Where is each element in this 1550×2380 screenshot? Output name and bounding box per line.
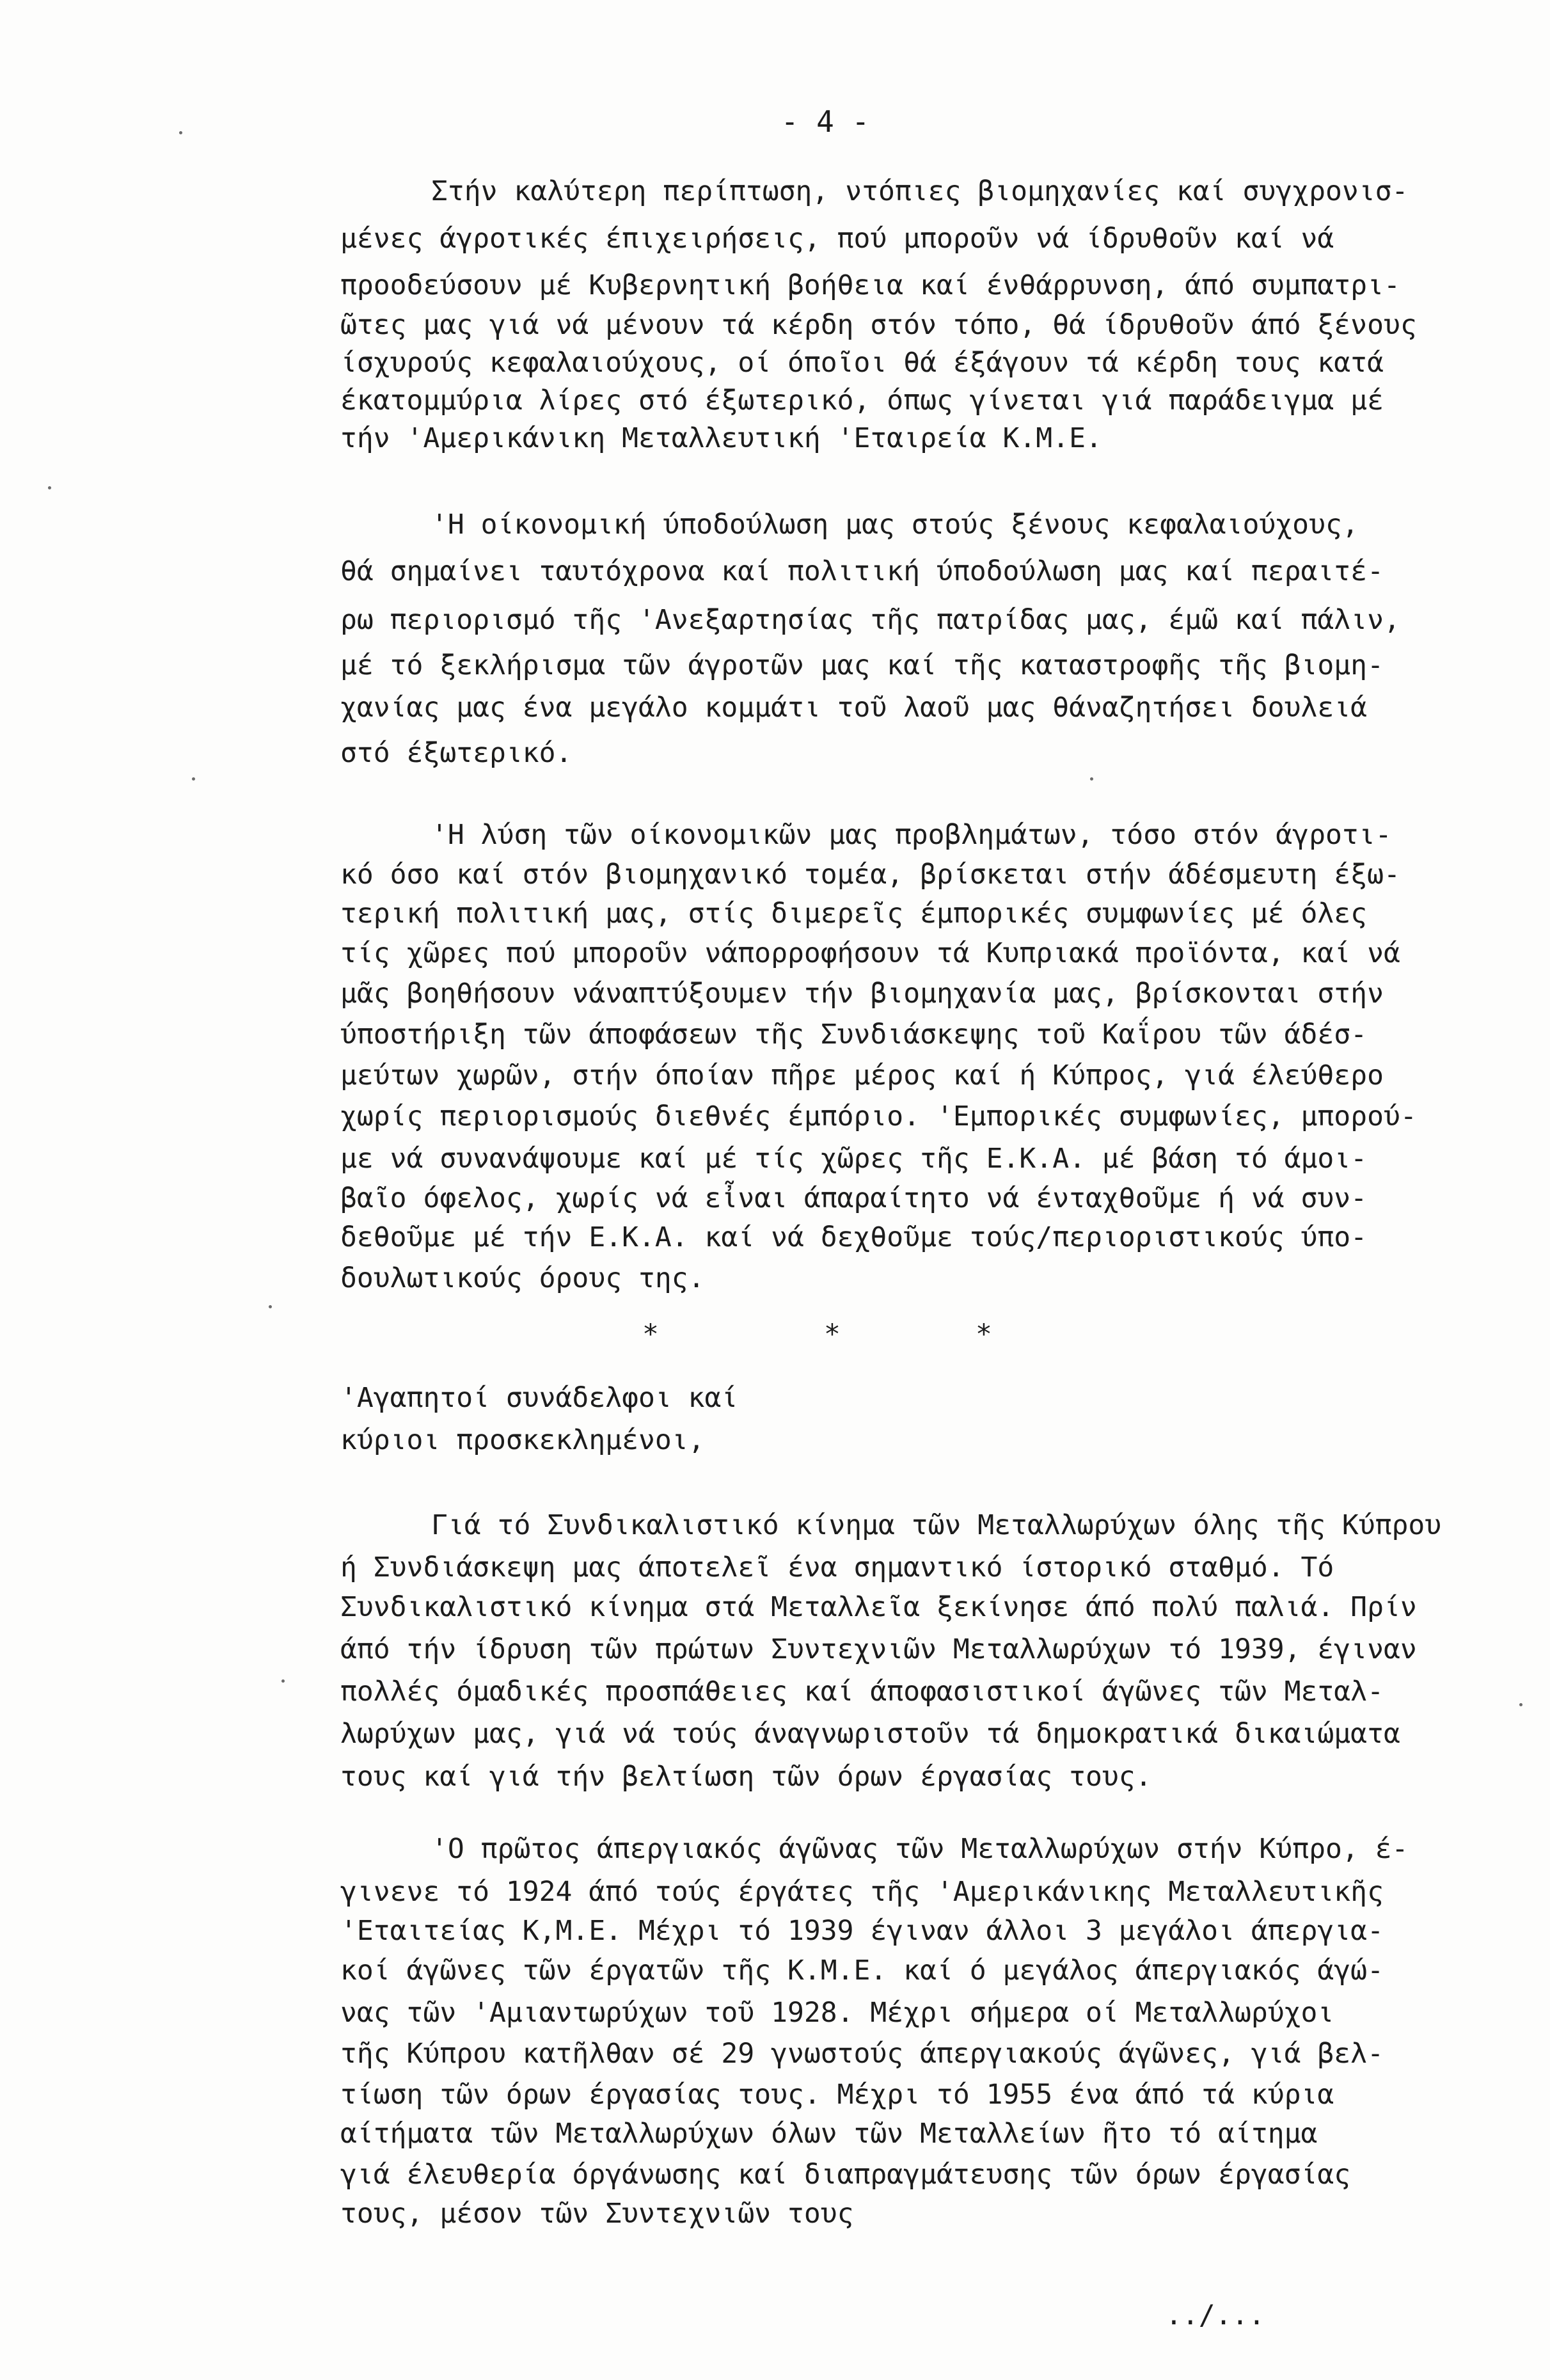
separator-star: * — [824, 1319, 841, 1351]
paragraph-line: άπό τήν ίδρυση τῶν πρώτων Συντεχνιῶν Μεταλλωρύχων τό 1939, έγιναν — [340, 1633, 1417, 1665]
paragraph-line: προοδεύσουν μέ Κυβερνητική βοήθεια καί ένθάρρυνση, άπό συμπατρι- — [340, 269, 1400, 301]
paragraph-line: μέ τό ξεκλήρισμα τῶν άγροτῶν μας καί τῆς καταστροφῆς τῆς βιομη- — [340, 649, 1384, 681]
paragraph-first-line: 'Η οίκονομική ύποδούλωση μας στούς ξένους κεφαλαιούχους, — [431, 509, 1359, 541]
paragraph-line: τίωση τῶν όρων έργασίας τους. Μέχρι τό 1955 ένα άπό τά κύρια — [340, 2079, 1334, 2111]
paragraph-line: 'Εταιτείας Κ,Μ.Ε. Μέχρι τό 1939 έγιναν άλλοι 3 μεγάλοι άπεργια- — [340, 1915, 1384, 1947]
separator-star: * — [642, 1319, 659, 1351]
paragraph-line: ῶτες μας γιά νά μένουν τά κέρδη στόν τόπο, θά ίδρυθοῦν άπό ξένους — [340, 309, 1417, 341]
paragraph-line: δουλωτικούς όρους της. — [340, 1262, 705, 1294]
paragraph-line: ίσχυρούς κεφαλαιούχους, οί όποῖοι θά έξάγουν τά κέρδη τους κατά — [340, 347, 1384, 379]
paragraph-line: κό όσο καί στόν βιομηχανικό τομέα, βρίσκεται στήν άδέσμευτη έξω- — [340, 859, 1400, 891]
paragraph-line: ύποστήριξη τῶν άποφάσεων τῆς Συνδιάσκεψης τοῦ Καΐρου τῶν άδέσ- — [340, 1019, 1368, 1051]
page-number: - 4 - — [780, 104, 870, 139]
paragraph-line: τους, μέσον τῶν Συντεχνιῶν τους — [340, 2198, 854, 2230]
paragraph-first-line: Στήν καλύτερη περίπτωση, ντόπιες βιομηχανίες καί συγχρονισ- — [431, 175, 1409, 207]
paragraph-line: στό έξωτερικό. — [340, 737, 573, 769]
paragraph-line: μένες άγροτικές έπιχειρήσεις, πού μποροῦν νά ίδρυθοῦν καί νά — [340, 223, 1334, 255]
scan-speck — [48, 486, 51, 489]
paragraph-line: γινενε τό 1924 άπό τούς έργάτες τῆς 'Αμερικάνικης Μεταλλευτικῆς — [340, 1876, 1384, 1908]
paragraph-first-line: 'Ο πρῶτος άπεργιακός άγῶνας τῶν Μεταλλωρύχων στήν Κύπρο, έ- — [431, 1833, 1409, 1865]
paragraph-line: χωρίς περιορισμούς διεθνές έμπόριο. 'Εμπορικές συμφωνίες, μπορού- — [340, 1100, 1417, 1132]
paragraph-line: κοί άγῶνες τῶν έργατῶν τῆς Κ.Μ.Ε. καί ό μεγάλος άπεργιακός άγώ- — [340, 1955, 1384, 1987]
paragraph-line: μᾶς βοηθήσουν νάναπτύξουμεν τήν βιομηχανία μας, βρίσκονται στήν — [340, 978, 1384, 1010]
paragraph-line: λωρύχων μας, γιά νά τούς άναγνωριστοῦν τά δημοκρατικά δικαιώματα — [340, 1718, 1400, 1750]
salutation-line: κύριοι προσκεκλημένοι, — [340, 1424, 705, 1456]
paragraph-line: θά σημαίνει ταυτόχρονα καί πολιτική ύποδούλωση μας καί περαιτέ- — [340, 555, 1384, 587]
paragraph-line: μεύτων χωρῶν, στήν όποίαν πῆρε μέρος καί ή Κύπρος, γιά έλεύθερο — [340, 1059, 1384, 1091]
salutation-line: 'Αγαπητοί συνάδελφοι καί — [340, 1382, 738, 1414]
scan-speck — [1090, 777, 1093, 781]
paragraph-line: βαῖο όφελος, χωρίς νά εἶναι άπαραίτητο νά ένταχθοῦμε ή νά συν- — [340, 1182, 1368, 1214]
scan-speck — [179, 131, 182, 134]
paragraph-line: τήν 'Αμερικάνικη Μεταλλευτική 'Εταιρεία Κ.Μ.Ε. — [340, 422, 1102, 454]
paragraph-line: ή Συνδιάσκεψη μας άποτελεῖ ένα σημαντικό ίστορικό σταθμό. Τό — [340, 1551, 1334, 1583]
paragraph-line: ρω περιορισμό τῆς 'Ανεξαρτησίας τῆς πατρίδας μας, έμῶ καί πάλιν, — [340, 604, 1400, 636]
paragraph-line: τῆς Κύπρου κατῆλθαν σέ 29 γνωστούς άπεργιακούς άγῶνες, γιά βελ- — [340, 2038, 1384, 2070]
paragraph-line: με νά συνανάψουμε καί μέ τίς χῶρες τῆς Ε.Κ.Α. μέ βάση τό άμοι- — [340, 1143, 1368, 1175]
paragraph-line: τους καί γιά τήν βελτίωση τῶν όρων έργασίας τους. — [340, 1761, 1152, 1793]
paragraph-line: τίς χῶρες πού μποροῦν νάπορροφήσουν τά Κυπριακά προϊόντα, καί νά — [340, 937, 1400, 969]
scan-speck — [281, 1679, 285, 1683]
scan-speck — [1519, 1703, 1522, 1706]
continuation-mark: ../... — [1166, 2299, 1265, 2331]
paragraph-first-line: 'Η λύση τῶν οίκονομικῶν μας προβλημάτων, τόσο στόν άγροτι- — [431, 819, 1392, 851]
scan-speck — [192, 777, 195, 781]
paragraph-line: δεθοῦμε μέ τήν Ε.Κ.Α. καί νά δεχθοῦμε τούς/περιοριστικούς ύπο- — [340, 1221, 1368, 1253]
paragraph-line: έκατομμύρια λίρες στό έξωτερικό, όπως γίνεται γιά παράδειγμα μέ — [340, 385, 1384, 416]
paragraph-line: νας τῶν 'Αμιαντωρύχων τοῦ 1928. Μέχρι σήμερα οί Μεταλλωρύχοι — [340, 1997, 1334, 2029]
paragraph-line: τερική πολιτική μας, στίς διμερεῖς έμπορικές συμφωνίες μέ όλες — [340, 898, 1368, 930]
paragraph-line: γιά έλευθερία όργάνωσης καί διαπραγμάτευσης τῶν όρων έργασίας — [340, 2159, 1351, 2191]
paragraph-first-line: Γιά τό Συνδικαλιστικό κίνημα τῶν Μεταλλωρύχων όλης τῆς Κύπρου — [431, 1509, 1442, 1541]
separator-star: * — [976, 1319, 992, 1351]
paragraph-line: αίτήματα τῶν Μεταλλωρύχων όλων τῶν Μεταλλείων ῆτο τό αίτημα — [340, 2118, 1318, 2150]
scan-speck — [269, 1305, 272, 1308]
paragraph-line: πολλές όμαδικές προσπάθειες καί άποφασιστικοί άγῶνες τῶν Μεταλ- — [340, 1676, 1384, 1708]
paragraph-line: Συνδικαλιστικό κίνημα στά Μεταλλεῖα ξεκίνησε άπό πολύ παλιά. Πρίν — [340, 1591, 1417, 1623]
paragraph-line: χανίας μας ένα μεγάλο κομμάτι τοῦ λαοῦ μας θάναζητήσει δουλειά — [340, 692, 1368, 724]
